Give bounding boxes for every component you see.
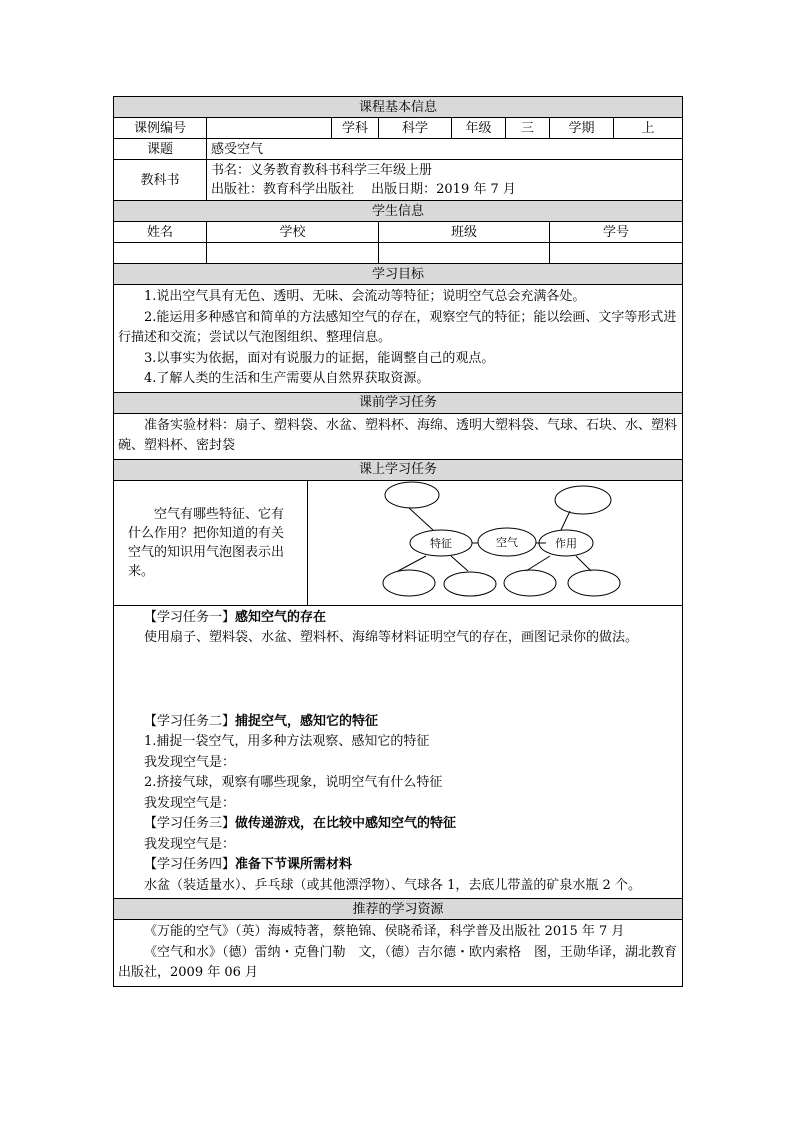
task2-line: 我发现空气是： — [144, 754, 236, 770]
task2-line: 1.捕捉一袋空气，用多种方法观察、感知它的特征 — [144, 734, 430, 749]
subject-value: 科学 — [379, 118, 452, 139]
bubble-map — [308, 481, 698, 605]
topic-value: 感受空气 — [207, 139, 683, 160]
bubble-empty — [568, 570, 620, 596]
resources-list — [114, 920, 683, 987]
bubble-empty — [504, 570, 556, 596]
grade-value: 三 — [506, 118, 550, 139]
course-code-label: 课例编号 — [114, 118, 207, 139]
student-name-field[interactable] — [114, 243, 207, 264]
lesson-sheet — [113, 96, 682, 987]
section-header-student-info: 学生信息 — [114, 201, 683, 222]
task4-bracket: 【学习任务四】 — [144, 857, 236, 872]
resource-item: 《万能的空气》（英）海威特著，蔡艳锦、侯晓希译，科学普及出版社 2015 年 7 月 — [144, 924, 625, 939]
task2-bracket: 【学习任务二】 — [144, 713, 236, 729]
grade-label: 年级 — [452, 118, 506, 139]
objective-item: 1.说出空气具有无色、透明、无味、会流动等特征；说明空气总会充满各处。 — [144, 289, 586, 304]
student-id-label: 学号 — [550, 222, 683, 243]
task3-bracket: 【学习任务三】 — [144, 816, 236, 831]
bubble-prompt: 空气有哪些特征、它有什么作用？把你知道的有关空气的知识用气泡图表示出来。 — [114, 480, 308, 605]
task4-title: 准备下节课所需材料 — [235, 857, 353, 872]
task3-line: 我发现空气是： — [144, 836, 236, 852]
task2-title: 捕捉空气，感知它的特征 — [235, 713, 379, 729]
resource-item: 《空气和水》（德）雷纳・克鲁门勒 文，（德）吉尔德・欧内索格 图，王勋华译，湖北教育出版社，2009 年 06 月 — [118, 944, 678, 980]
task3-heading — [118, 814, 678, 835]
section-header-objectives: 学习目标 — [114, 264, 683, 285]
textbook-info — [207, 160, 683, 201]
task2-line: 2.挤接气球，观察有哪些现象，说明空气有什么特征 — [144, 775, 443, 790]
drawing-space[interactable] — [118, 649, 678, 712]
task2-line: 我发现空气是： — [144, 795, 236, 811]
student-school-label: 学校 — [207, 222, 379, 243]
task3-title: 做传递游戏，在比较中感知空气的特征 — [235, 816, 457, 831]
objective-item: 3.以事实为依据，面对有说服力的证据，能调整自己的观点。 — [144, 350, 495, 366]
task1-heading — [118, 608, 678, 629]
task4-heading — [118, 855, 678, 876]
in-class-tasks — [114, 605, 683, 899]
task1-text: 使用扇子、塑料袋、水盆、塑料杯、海绵等材料证明空气的存在，画图记录你的做法。 — [144, 630, 639, 645]
student-id-field[interactable] — [550, 243, 683, 264]
subject-label: 学科 — [332, 118, 379, 139]
bubble-empty — [385, 482, 439, 508]
pre-class-task — [114, 413, 683, 459]
task1-bracket: 【学习任务一】 — [144, 609, 236, 625]
task2-heading — [118, 712, 678, 733]
bubble-map-cell — [308, 480, 683, 605]
pre-class-materials: 准备实验材料：扇子、塑料袋、水盆、塑料杯、海绵、透明大塑料袋、气球、石块、水、塑料碗、塑料杯、密封袋 — [118, 417, 678, 453]
textbook-title: 书名：义务教育教科书科学三年级上册 — [211, 163, 433, 178]
textbook-publisher: 出版社：教育科学出版社 出版日期：2019 年 7 月 — [211, 182, 516, 197]
section-header-resources: 推荐的学习资源 — [114, 899, 683, 920]
term-label: 学期 — [550, 118, 614, 139]
student-name-label: 姓名 — [114, 222, 207, 243]
course-code-value — [207, 118, 332, 139]
lesson-table — [113, 96, 683, 987]
term-value: 上 — [614, 118, 683, 139]
student-class-label: 班级 — [379, 222, 550, 243]
task4-line: 水盆（装适量水）、乒乓球（或其他漂浮物）、气球各 1，去底儿带盖的矿泉水瓶 2 个。 — [144, 877, 641, 893]
task1-title: 感知空气的存在 — [235, 609, 327, 625]
section-header-pre-class: 课前学习任务 — [114, 392, 683, 413]
student-class-field[interactable] — [379, 243, 550, 264]
bubble-feature-label: 特征 — [430, 536, 452, 550]
objective-item: 2.能运用多种感官和简单的方法感知空气的存在，观察空气的特征；能以绘画、文字等形式进行描述和交流；尝试以气泡图组织、整理信息。 — [118, 309, 677, 345]
section-header-course-info: 课程基本信息 — [114, 97, 683, 118]
bubble-empty — [444, 572, 496, 596]
student-school-field[interactable] — [207, 243, 379, 264]
bubble-empty — [555, 486, 611, 514]
section-header-in-class: 课上学习任务 — [114, 459, 683, 480]
textbook-label: 教科书 — [114, 160, 207, 201]
bubble-center-label: 空气 — [496, 535, 518, 549]
objectives-list — [114, 285, 683, 393]
bubble-empty — [383, 570, 435, 596]
objective-item: 4.了解人类的生活和生产需要从自然界获取资源。 — [144, 371, 430, 386]
topic-label: 课题 — [114, 139, 207, 160]
bubble-use-label: 作用 — [555, 536, 577, 550]
